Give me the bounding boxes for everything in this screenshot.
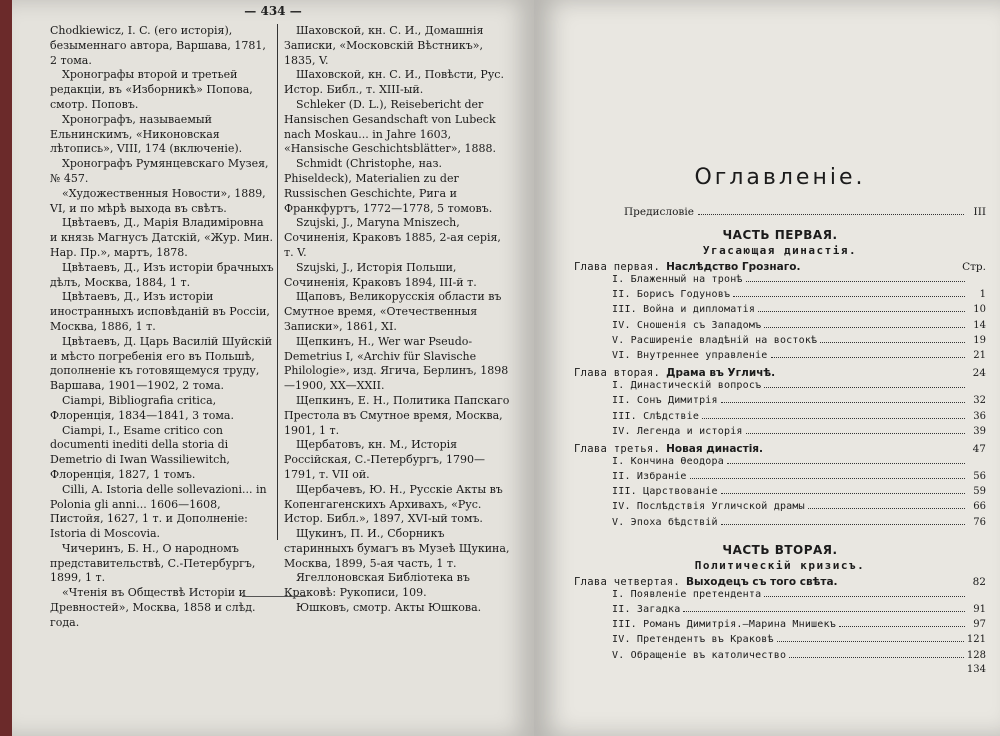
bibliography-entry: Щукинъ, П. И., Сборникъ старинныхъ бумагъ въ Музеѣ Щукина, Москва, 1899, 5-ая часть, 1 т. <box>284 527 510 570</box>
dot-leader <box>702 410 965 419</box>
toc-item-page: 19 <box>973 334 986 346</box>
preface-label: Предисловіе <box>624 206 694 218</box>
chapter-name: Новая династія. <box>666 442 764 455</box>
dot-leader <box>727 455 965 464</box>
chapter-start-page: 82 <box>972 575 986 588</box>
toc-item-title: IV. Легенда и исторія <box>612 425 743 437</box>
part-subtitle: Угасающая династія. <box>702 244 858 257</box>
toc-item-title: V. Расширеніе владѣній на востокѣ <box>612 334 818 346</box>
toc-item-page: 32 <box>973 395 986 407</box>
toc-item-title: II. Загадка <box>612 604 681 615</box>
toc-item-page: 97 <box>973 619 986 631</box>
bibliography-entry: Шаховской, кн. С. И., Повѣсти, Рус. Истор. Библ., т. XIII-ый. <box>284 68 504 97</box>
footnote-rule <box>242 596 306 597</box>
dot-leader <box>721 394 965 403</box>
toc-item-title: V. Эпоха бѣдствій <box>612 516 718 528</box>
toc-item <box>612 319 986 334</box>
chapter-heading <box>574 443 986 455</box>
chapter-name: Наслѣдство Грознаго. <box>666 261 801 273</box>
column-divider <box>277 24 278 540</box>
chapter-name: Выходецъ съ того свѣта. <box>685 575 838 588</box>
toc-item-page: 14 <box>973 319 986 331</box>
dot-leader <box>820 334 965 343</box>
toc-last-page-row <box>612 664 986 679</box>
toc-item-title: V. Обращеніе въ католичество <box>612 649 787 661</box>
bibliography-entry: Чичеринъ, Б. Н., О народномъ представительствѣ, С.-Петербургъ, 1899, 1 т. <box>50 541 256 585</box>
chapter-label: Глава четвертая. <box>574 575 680 588</box>
bibliography-entry: Szujski, J., Исторія Польши, Сочиненія, Краковъ 1894, III-й т. <box>284 260 477 289</box>
toc-preface-row <box>624 206 986 218</box>
dot-leader <box>690 470 965 479</box>
dot-leader <box>764 588 965 597</box>
bibliography-entry: Цвѣтаевъ, Д., Изъ исторіи иностранныхъ исповѣданій въ Россіи, Москва, 1886, 1 т. <box>50 290 270 333</box>
dot-leader <box>698 206 964 215</box>
page-number: — 434 — <box>244 4 302 18</box>
page-column-header: Стр. <box>962 261 986 273</box>
toc-item-title: I. Появленіе претендента <box>612 588 762 600</box>
toc-item-page: 36 <box>973 410 986 422</box>
dot-leader <box>789 649 964 658</box>
bibliography-entry: Хронографъ Румянцевскаго Музея, № 457. <box>50 157 269 185</box>
toc-item-title: I. Династическій вопросъ <box>612 380 762 392</box>
dot-leader <box>758 303 965 312</box>
part-title: ЧАСТЬ ПЕРВАЯ. <box>722 228 838 242</box>
chapter-start-page: 24 <box>972 367 986 380</box>
bibliography-entry: «Чтенія въ Обществѣ Исторіи и Древностей», Москва, 1858 и слѣд. года. <box>50 586 256 629</box>
toc-item-title: IV. Сношенія съ Западомъ <box>612 319 762 331</box>
bibliography-entry: Ягеллоновская Библіотека въ Краковѣ: Рукописи, 109. <box>284 571 470 600</box>
bibliography-entry: Цвѣтаевъ, Д. Царь Василій Шуйскій и мѣсто погребенія его въ Польшѣ, дополненіе къ готовящемуся труду, Варшава, 1901—1902, 2 тома. <box>50 334 273 393</box>
toc-item <box>612 633 986 648</box>
toc-item <box>612 410 986 425</box>
bibliography-entry: Щепкинъ, Н., Wer war Pseudo-Demetrius I, «Archiv für Slavische Philologie», изд. Ягича, Берлинъ, 1898—1900, XX—XXII. <box>284 334 509 393</box>
right-page <box>534 0 1000 736</box>
toc-item <box>612 288 986 303</box>
toc-item <box>612 334 986 349</box>
toc-item <box>612 349 986 364</box>
toc-item <box>612 485 986 500</box>
chapter-name: Драма въ Угличѣ. <box>666 367 776 380</box>
dot-leader <box>746 425 965 434</box>
bibliography-entry: Цвѣтаевъ, Д., Марія Владиміровна и князь Магнусъ Датскій, «Жур. Мин. Нар. Пр.», мартъ, 1878. <box>50 216 273 259</box>
bibliography-entry: «Художественныя Новости», 1889, VI, и по мѣрѣ выхода въ свѣтъ. <box>50 186 266 215</box>
toc-item-title: VI. Внутреннее управленіе <box>612 349 768 361</box>
chapter-start-page: 47 <box>972 442 986 455</box>
toc-item-page: 91 <box>973 604 986 615</box>
toc-item-page: 128 <box>966 649 986 661</box>
toc-item-title: IV. Претендентъ въ Краковѣ <box>612 634 774 646</box>
toc-item <box>612 649 986 664</box>
toc-item <box>612 379 986 394</box>
dot-leader <box>746 273 965 282</box>
toc-item <box>612 425 986 440</box>
bibliography-entry: Schleker (D. L.), Reisebericht der Hansischen Gesandschaft von Lubeck nach Moskau... in Jahre 1603, «Hansische Geschichtsblätter», 1888. <box>284 97 496 156</box>
toc-item <box>612 603 986 618</box>
bibliography-entry: Ciampi, I., Esame critico con documenti inediti della storia di Demetrio di Iwan Wassiliewitch, Флоренція, 1827, 1 томъ. <box>50 423 230 481</box>
toc-item <box>612 618 986 633</box>
chapter-label: Глава первая. <box>574 261 661 273</box>
dot-leader <box>721 485 965 494</box>
chapter-heading <box>574 367 986 379</box>
bibliography-entry: Chodkiewicz, I. C. (его исторія), безыменнаго автора, Варшава, 1781, 2 тома. <box>50 24 266 67</box>
toc-item-page: 76 <box>973 516 986 528</box>
toc-item-title: I. Кончина Өеодора <box>612 455 724 467</box>
bibliography-entry: Cilli, A. Istoria delle sollevazioni... in Polonia gli anni... 1606—1608, Пистойя, 1627, 1 т. и Дополненіе: Istoria di Moscovia. <box>50 482 267 541</box>
toc-item <box>612 303 986 318</box>
dot-leader <box>839 618 965 627</box>
dot-leader <box>683 603 965 612</box>
bibliography-column-2 <box>284 24 512 616</box>
part-title: ЧАСТЬ ВТОРАЯ. <box>722 542 838 557</box>
toc-item-title: III. Романъ Димитрія.—Марина Мнишекъ <box>612 619 836 631</box>
part-subtitle: Политическій кризисъ. <box>694 558 866 572</box>
toc-title: Оглавленіе. <box>694 165 866 190</box>
left-page <box>12 0 534 736</box>
bibliography-entry: Щаповъ, Великорусскія области въ Смутное время, «Отечественныя Записки», 1861, XI. <box>284 290 502 333</box>
dot-leader <box>808 500 965 509</box>
toc-item <box>612 500 986 515</box>
toc-item-page: 56 <box>973 471 986 483</box>
bibliography-column-1 <box>50 24 274 631</box>
toc-item <box>612 273 986 288</box>
chapter-label: Глава третья. <box>574 442 661 455</box>
toc-item <box>612 516 986 531</box>
bibliography-entry: Юшковъ, смотр. Акты Юшкова. <box>296 601 482 615</box>
toc-parts <box>574 228 986 679</box>
bibliography-entry: Шаховской, кн. С. И., Домашнія Записки, «Московскій Вѣстникъ», 1835, V. <box>284 24 484 67</box>
bibliography-entry: Szujski, J., Maryna Mniszech, Сочиненія, Краковъ 1885, 2-ая серія, т. V. <box>284 216 501 259</box>
chapter-heading <box>574 261 986 273</box>
toc-item-title: I. Блаженный на тронѣ <box>612 274 743 285</box>
toc-item <box>612 470 986 485</box>
bibliography-entry: Хронографъ, называемый Ельнинскимъ, «Никоновская лѣтопись», VIII, 174 (включеніе). <box>50 112 243 156</box>
bibliography-entry: Хронографы второй и третьей редакціи, въ «Изборникѣ» Попова, смотр. Поповъ. <box>50 68 253 111</box>
toc-item-title: III. Царствованіе <box>612 486 718 498</box>
toc-item-title: II. Избраніе <box>612 471 687 483</box>
chapter-label: Глава вторая. <box>574 367 661 380</box>
dot-leader <box>764 319 965 328</box>
bibliography-entry: Щербатовъ, кн. М., Исторія Россійская, С.-Петербургъ, 1790—1791, т. VII ой. <box>284 438 485 481</box>
bibliography-entry: Цвѣтаевъ, Д., Изъ исторіи брачныхъ дѣлъ, Москва, 1884, 1 т. <box>50 260 274 289</box>
toc-item-page: 39 <box>973 425 986 437</box>
toc-item <box>612 455 986 470</box>
dot-leader <box>733 288 965 297</box>
chapter-heading <box>574 576 986 588</box>
preface-page: III <box>973 206 986 218</box>
toc-item-page: 1 <box>979 289 986 301</box>
dot-leader <box>764 379 965 388</box>
toc-last-page: 134 <box>966 663 986 675</box>
dot-leader <box>771 349 965 358</box>
bibliography-entry: Щербачевъ, Ю. Н., Русскіе Акты въ Копенгагенскихъ Архивахъ, «Рус. Истор. Библ.», 1897, XVI-ый томъ. <box>284 482 503 526</box>
bibliography-entry: Ciampi, Bibliografia critica, Флоренція, 1834—1841, 3 тома. <box>50 393 234 422</box>
bibliography-entry: Щепкинъ, Е. Н., Политика Папскаго Престола въ Смутное время, Москва, 1901, 1 т. <box>284 393 510 437</box>
toc-item-title: II. Сонъ Димитрія <box>612 395 718 407</box>
bibliography-entry: Schmidt (Christophe, наз. Phiseldeck), Materialien zu der Russischen Geschichte, Рига и Франкфуртъ, 1772—1778, 5 томовъ. <box>284 157 493 215</box>
toc-item-title: IV. Послѣдствія Угличской драмы <box>612 501 805 513</box>
toc-item-title: III. Слѣдствіе <box>612 410 700 422</box>
dot-leader <box>777 633 964 642</box>
table-of-contents <box>574 165 986 679</box>
toc-item-page: 121 <box>966 634 986 646</box>
toc-item-title: II. Борисъ Годуновъ <box>612 289 731 301</box>
toc-item-page: 21 <box>973 349 986 361</box>
toc-item-page: 10 <box>973 304 986 316</box>
toc-item <box>612 588 986 603</box>
toc-item-page: 66 <box>973 501 986 513</box>
toc-item-page: 59 <box>973 486 986 498</box>
toc-item-title: III. Война и дипломатія <box>612 304 756 316</box>
dot-leader <box>721 516 965 525</box>
toc-item <box>612 394 986 409</box>
